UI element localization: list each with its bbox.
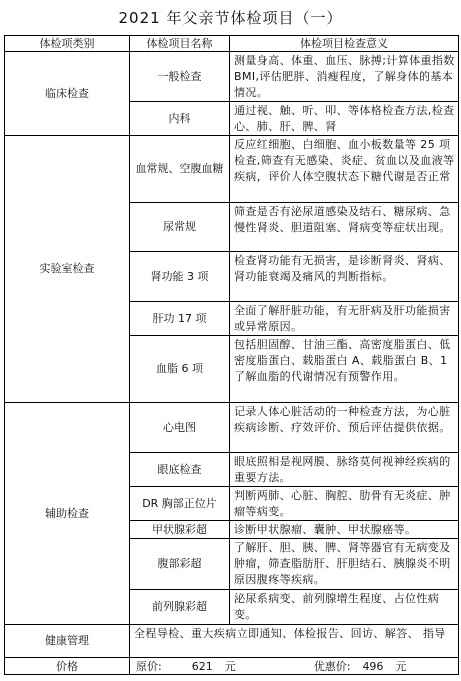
- discount-price-label: 优惠价:: [313, 659, 351, 673]
- item-desc: 眼底照相是视网膜、脉络莫何视神经疾病的重要方法。: [230, 453, 459, 487]
- item-name: 眼底检查: [130, 453, 230, 487]
- price-cell: [130, 658, 459, 675]
- item-name: 腹部彩超: [130, 539, 230, 590]
- item-name: 内科: [130, 102, 230, 136]
- category-aux: 辅助检查: [5, 403, 130, 625]
- category-lab: 实验室检查: [5, 136, 130, 403]
- table-row: [5, 52, 459, 102]
- table-row-price: [5, 658, 459, 675]
- management-label: 健康管理: [5, 625, 130, 658]
- table-row-management: [5, 625, 459, 658]
- item-name: 肾功能 3 项: [130, 252, 230, 302]
- management-desc: 全程导检、重大疾病立即通知、体检报告、回访、解答、 指导: [130, 625, 459, 658]
- item-desc: 诊断甲状腺瘤、囊肿、甲状腺癌等。: [230, 521, 459, 539]
- item-name: 一般检查: [130, 52, 230, 102]
- header-item-name: 体检项目名称: [130, 36, 230, 52]
- item-name: 前列腺彩超: [130, 590, 230, 625]
- table-row: [5, 403, 459, 453]
- item-desc: 记录人体心脏活动的一种检查方法，为心脏疾病诊断、疗效评价、预后评估提供依据。: [230, 403, 459, 453]
- page-title: 2021 年父亲节体检项目（一）: [118, 9, 343, 27]
- item-desc: 了解肝、胆、胰、脾、肾等器官有无病变及肿瘤，筛查脂肪肝、肝胆结石、胰腺炎不明原因腹疼等疾病。: [230, 539, 459, 590]
- item-name: 血脂 6 项: [130, 336, 230, 403]
- item-desc: 检查肾功能有无损害，是诊断肾炎、肾病、肾功能衰竭及痛风的判断指标。: [230, 252, 459, 302]
- item-name: 甲状腺彩超: [130, 521, 230, 539]
- item-name: 心电图: [130, 403, 230, 453]
- exam-table: [4, 35, 459, 675]
- item-name: 尿常规: [130, 203, 230, 252]
- item-name: 血常规、空腹血糖: [130, 136, 230, 203]
- discount-price-unit: 元: [395, 659, 407, 673]
- discount-price-value: 496: [362, 659, 384, 673]
- category-clinical: 临床检查: [5, 52, 130, 136]
- price-label: 价格: [5, 658, 130, 675]
- item-desc: 筛查是否有泌尿道感染及结石、糖尿病、急慢性肾炎、胆道阻塞、肾病变等症状出现。: [230, 203, 459, 252]
- item-desc: 泌尿系病变、前列腺增生程度、占位性病变。: [230, 590, 459, 625]
- item-desc: 测量身高、体重、血压、脉搏;计算体重指数 BMI,评估肥胖、消瘦程度，了解身体的基本情况。: [230, 52, 459, 102]
- item-desc: 反应红细胞、白细胞、血小板数量等 25 项检查,筛查有无感染、炎症、贫血以及血液等疾病，评价人体空腹状态下糖代谢是否正常: [230, 136, 459, 203]
- item-desc: 全面了解肝脏功能，有无肝病及肝功能损害或异常原因。: [230, 302, 459, 336]
- item-desc: 包括胆固醇、甘油三酯、高密度脂蛋白、低密度脂蛋白、载脂蛋白 A、载脂蛋白 B、1 了解血脂的代谢情况有预警作用。: [230, 336, 459, 403]
- original-price-value: 621: [191, 659, 213, 673]
- header-meaning: 体检项目检查意义: [230, 36, 459, 52]
- original-price-label: 原价:: [136, 659, 162, 673]
- table-row: [5, 136, 459, 203]
- item-name: 肝功 17 项: [130, 302, 230, 336]
- table-header-row: [5, 36, 459, 52]
- item-desc: 判断两肺、心脏、胸腔、肋骨有无炎症、肿瘤等病变。: [230, 487, 459, 521]
- item-desc: 通过视、触、听、叩、等体格检查方法,检查心、肺、肝、脾、肾: [230, 102, 459, 136]
- original-price-unit: 元: [224, 659, 236, 673]
- item-name: DR 胸部正位片: [130, 487, 230, 521]
- header-category: 体检项类别: [5, 36, 130, 52]
